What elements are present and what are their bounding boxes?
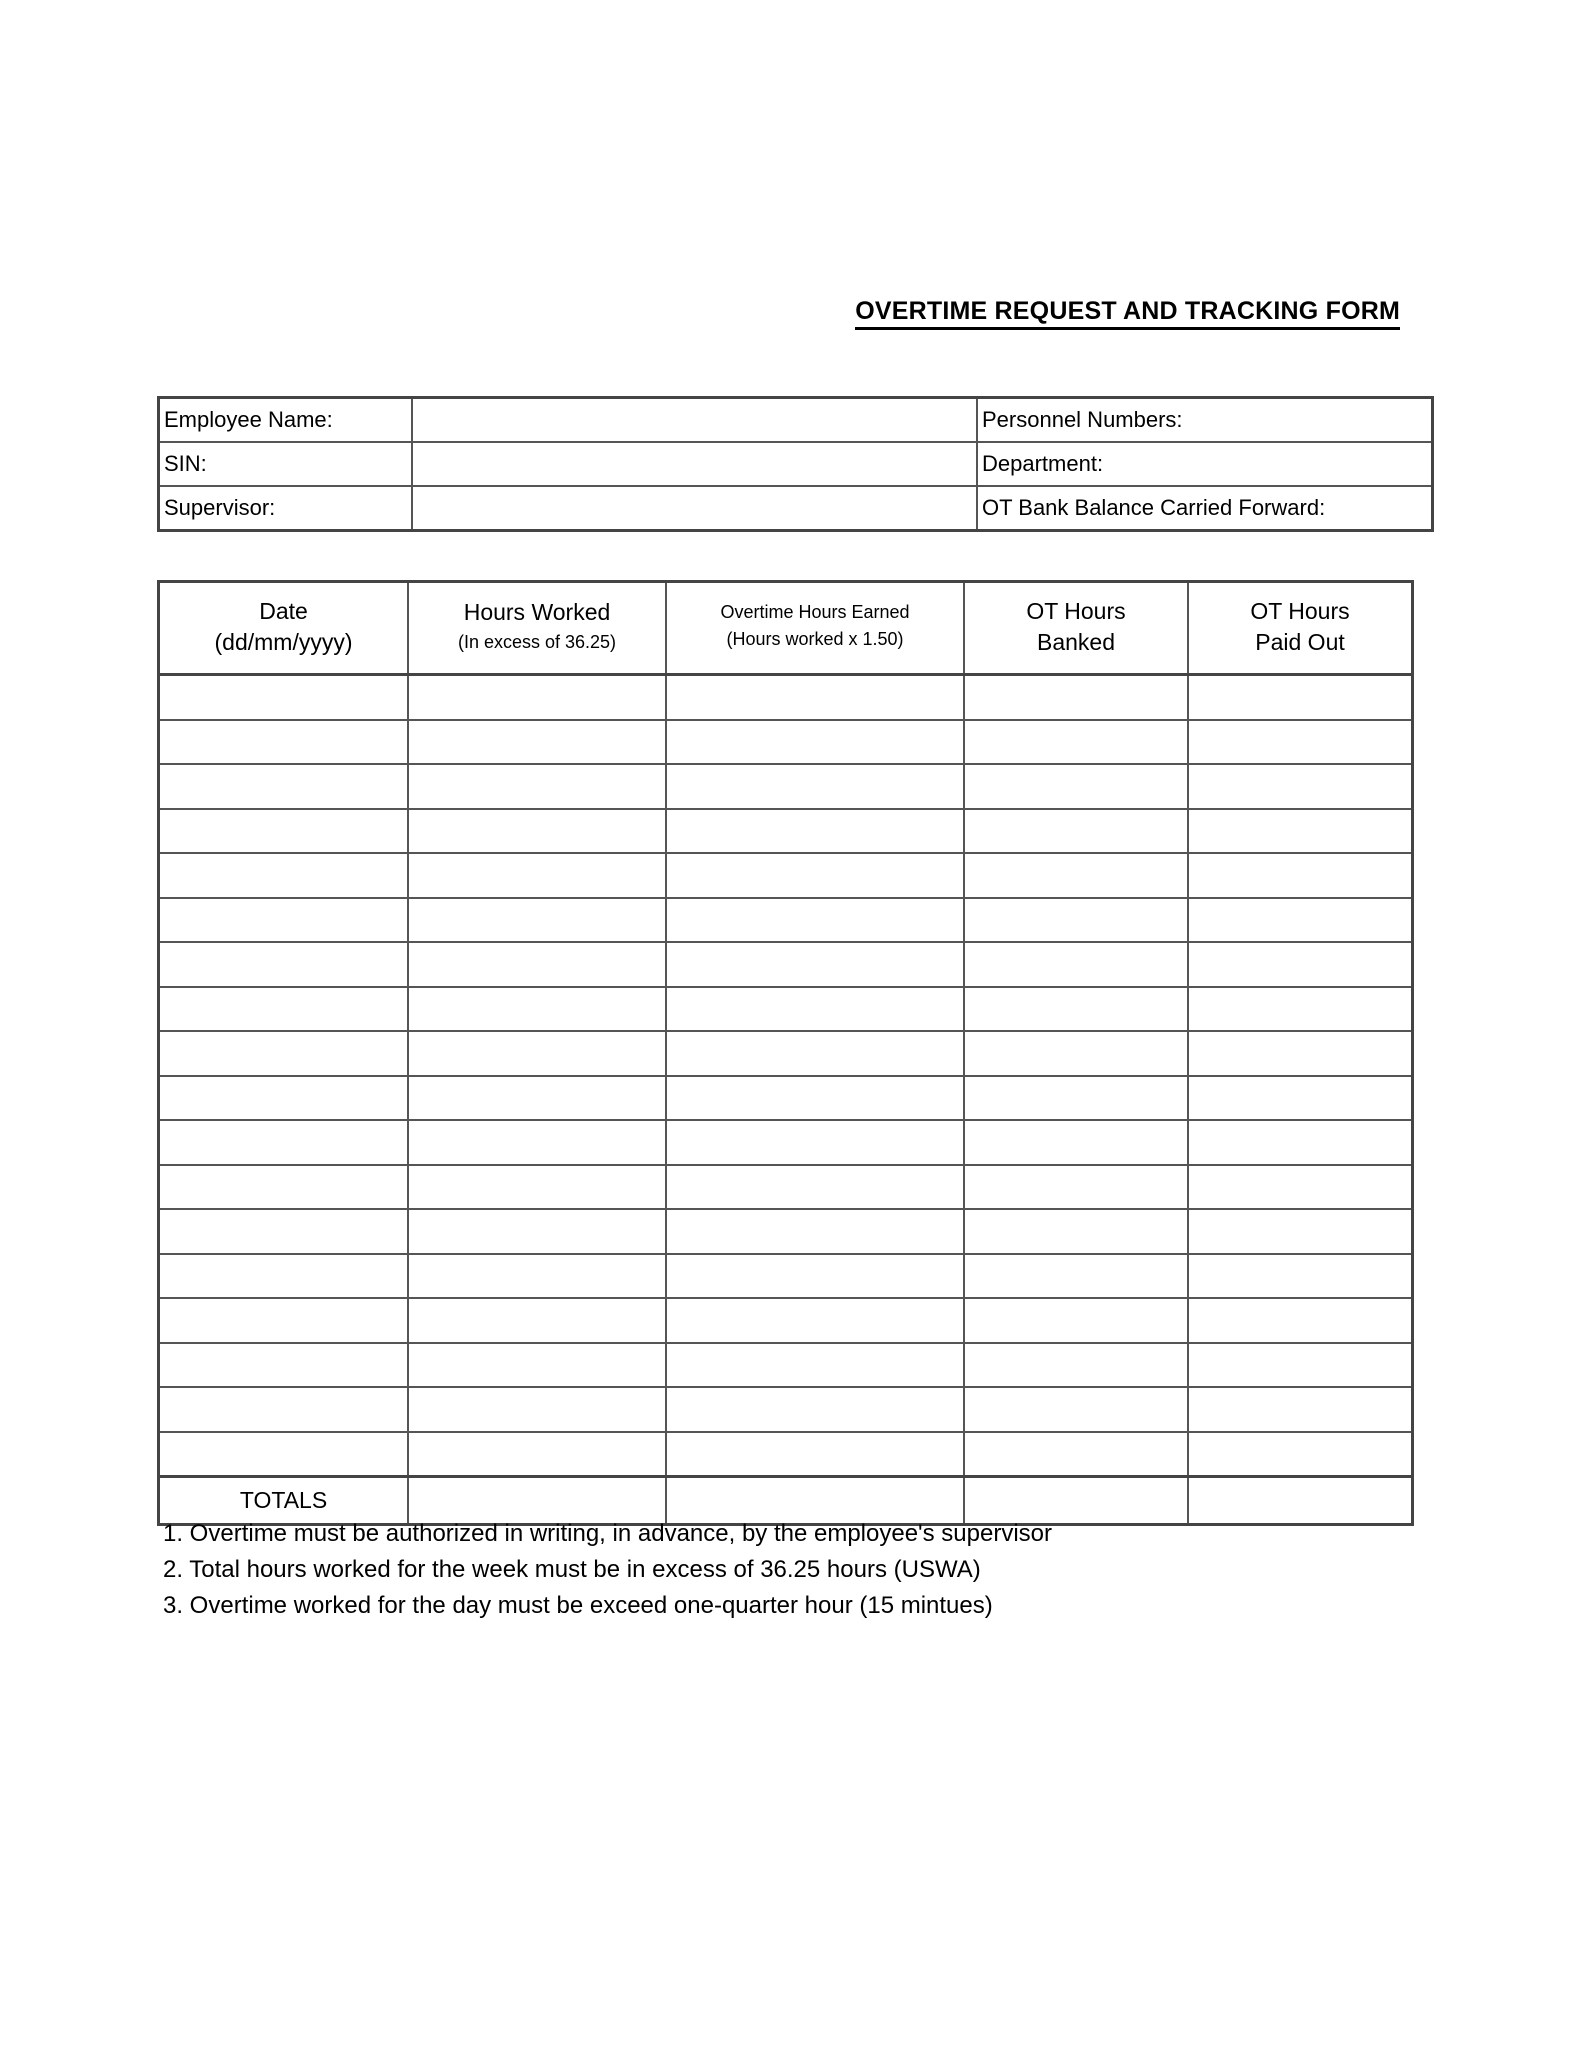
entry-cell-ot-hours-banked[interactable]: [964, 1076, 1188, 1121]
entry-cell-hours-worked[interactable]: [408, 942, 666, 987]
entry-cell-hours-worked[interactable]: [408, 1209, 666, 1254]
entry-cell-date[interactable]: [159, 987, 409, 1032]
employee-name-label: Employee Name:: [159, 398, 413, 443]
entry-cell-ot-hours-paid-out[interactable]: [1188, 720, 1413, 765]
entry-cell-overtime-hours-earned[interactable]: [666, 1298, 964, 1343]
entry-cell-ot-hours-paid-out[interactable]: [1188, 1209, 1413, 1254]
table-header-row: [159, 582, 1413, 675]
entry-cell-hours-worked[interactable]: [408, 1120, 666, 1165]
table-row: [159, 1343, 1413, 1388]
entry-cell-date[interactable]: [159, 898, 409, 943]
entry-cell-ot-hours-paid-out[interactable]: [1188, 1031, 1413, 1076]
entry-cell-date[interactable]: [159, 1076, 409, 1121]
overtime-tracking-table: [157, 580, 1414, 1526]
entry-cell-overtime-hours-earned[interactable]: [666, 1387, 964, 1432]
column-header-date-line2: (dd/mm/yyyy): [214, 628, 353, 655]
table-row: [159, 942, 1413, 987]
tracking-table-body: [159, 675, 1413, 1477]
table-row: [159, 1165, 1413, 1210]
table-row: [159, 398, 1433, 443]
column-header-ot-hours-banked: [964, 582, 1188, 675]
form-notes-list: [163, 1518, 1413, 1626]
entry-cell-ot-hours-paid-out[interactable]: [1188, 1076, 1413, 1121]
entry-cell-overtime-hours-earned[interactable]: [666, 764, 964, 809]
table-row: [159, 675, 1413, 720]
entry-cell-ot-hours-paid-out[interactable]: [1188, 987, 1413, 1032]
tracking-table-header: [159, 582, 1413, 675]
entry-cell-ot-hours-paid-out[interactable]: [1188, 1165, 1413, 1210]
entry-cell-ot-hours-banked[interactable]: [964, 764, 1188, 809]
entry-cell-ot-hours-paid-out[interactable]: [1188, 764, 1413, 809]
column-header-overtime-hours-earned: [666, 582, 964, 675]
table-row: [159, 898, 1413, 943]
entry-cell-date[interactable]: [159, 1432, 409, 1477]
supervisor-field[interactable]: [412, 486, 977, 531]
table-row: [159, 1209, 1413, 1254]
entry-cell-date[interactable]: [159, 809, 409, 854]
entry-cell-hours-worked[interactable]: [408, 1076, 666, 1121]
column-header-ot-hours-banked-line2: Banked: [1036, 628, 1115, 655]
totals-label: TOTALS: [159, 1477, 409, 1525]
entry-cell-ot-hours-banked[interactable]: [964, 1254, 1188, 1299]
entry-cell-ot-hours-paid-out[interactable]: [1188, 1254, 1413, 1299]
entry-cell-ot-hours-banked[interactable]: [964, 1387, 1188, 1432]
entry-cell-ot-hours-paid-out[interactable]: [1188, 853, 1413, 898]
entry-cell-overtime-hours-earned[interactable]: [666, 1165, 964, 1210]
table-row: [159, 1120, 1413, 1165]
entry-cell-hours-worked[interactable]: [408, 764, 666, 809]
entry-cell-ot-hours-banked[interactable]: [964, 942, 1188, 987]
department-label: Department:: [977, 442, 1433, 486]
entry-cell-ot-hours-paid-out[interactable]: [1188, 942, 1413, 987]
entry-cell-hours-worked[interactable]: [408, 1254, 666, 1299]
entry-cell-ot-hours-paid-out[interactable]: [1188, 1343, 1413, 1388]
entry-cell-overtime-hours-earned[interactable]: [666, 853, 964, 898]
column-header-hours-worked: [408, 582, 666, 675]
entry-cell-ot-hours-banked[interactable]: [964, 898, 1188, 943]
table-row: [159, 486, 1433, 531]
supervisor-label: Supervisor:: [159, 486, 413, 531]
employee-info-table: [157, 396, 1434, 532]
entry-cell-overtime-hours-earned[interactable]: [666, 942, 964, 987]
entry-cell-hours-worked[interactable]: [408, 1165, 666, 1210]
form-note-2: 2. Total hours worked for the week must be in excess of 36.25 hours (USWA): [163, 1555, 981, 1583]
table-row: [159, 1387, 1413, 1432]
table-row: [159, 720, 1413, 765]
entry-cell-date[interactable]: [159, 853, 409, 898]
entry-cell-ot-hours-paid-out[interactable]: [1188, 1432, 1413, 1477]
entry-cell-date[interactable]: [159, 1343, 409, 1388]
entry-cell-hours-worked[interactable]: [408, 1343, 666, 1388]
form-note-1: 1. Overtime must be authorized in writing, in advance, by the employee's supervisor: [163, 1520, 1053, 1547]
entry-cell-overtime-hours-earned[interactable]: [666, 1343, 964, 1388]
column-header-overtime-hours-earned-line2: (Hours worked x 1.50): [726, 628, 904, 649]
entry-cell-ot-hours-banked[interactable]: [964, 1298, 1188, 1343]
entry-cell-ot-hours-banked[interactable]: [964, 720, 1188, 765]
employee-name-field[interactable]: [412, 398, 977, 443]
table-row: [159, 987, 1413, 1032]
entry-cell-hours-worked[interactable]: [408, 720, 666, 765]
entry-cell-overtime-hours-earned[interactable]: [666, 1031, 964, 1076]
entry-cell-ot-hours-paid-out[interactable]: [1188, 1387, 1413, 1432]
column-header-date-line1: Date: [259, 597, 308, 624]
entry-cell-hours-worked[interactable]: [408, 675, 666, 720]
personnel-numbers-label: Personnel Numbers:: [977, 398, 1433, 443]
entry-cell-date[interactable]: [159, 942, 409, 987]
entry-cell-overtime-hours-earned[interactable]: [666, 1209, 964, 1254]
entry-cell-overtime-hours-earned[interactable]: [666, 1254, 964, 1299]
entry-cell-hours-worked[interactable]: [408, 1031, 666, 1076]
entry-cell-date[interactable]: [159, 1209, 409, 1254]
entry-cell-ot-hours-banked[interactable]: [964, 1343, 1188, 1388]
entry-cell-ot-hours-banked[interactable]: [964, 1165, 1188, 1210]
entry-cell-ot-hours-paid-out[interactable]: [1188, 898, 1413, 943]
table-row: [159, 809, 1413, 854]
sin-field[interactable]: [412, 442, 977, 486]
entry-cell-ot-hours-banked[interactable]: [964, 809, 1188, 854]
column-header-ot-hours-paid-out-line1: OT Hours: [1250, 597, 1350, 624]
entry-cell-date[interactable]: [159, 1165, 409, 1210]
entry-cell-date[interactable]: [159, 764, 409, 809]
entry-cell-hours-worked[interactable]: [408, 898, 666, 943]
entry-cell-overtime-hours-earned[interactable]: [666, 720, 964, 765]
column-header-hours-worked-line2: (In excess of 36.25): [457, 631, 617, 652]
table-row: [159, 1076, 1413, 1121]
entry-cell-date[interactable]: [159, 1254, 409, 1299]
entry-cell-hours-worked[interactable]: [408, 853, 666, 898]
entry-cell-hours-worked[interactable]: [408, 809, 666, 854]
entry-cell-ot-hours-paid-out[interactable]: [1188, 1298, 1413, 1343]
column-header-hours-worked-line1: Hours Worked: [463, 598, 611, 625]
entry-cell-ot-hours-paid-out[interactable]: [1188, 1120, 1413, 1165]
table-row: [159, 1432, 1413, 1477]
entry-cell-ot-hours-banked[interactable]: [964, 1432, 1188, 1477]
entry-cell-date[interactable]: [159, 1031, 409, 1076]
column-header-overtime-hours-earned-line1: Overtime Hours Earned: [720, 601, 910, 622]
employee-info-body: [159, 398, 1433, 531]
entry-cell-ot-hours-banked[interactable]: [964, 1031, 1188, 1076]
column-header-date: [159, 582, 409, 675]
column-header-ot-hours-paid-out: [1188, 582, 1413, 675]
entry-cell-hours-worked[interactable]: [408, 1387, 666, 1432]
entry-cell-ot-hours-banked[interactable]: [964, 1120, 1188, 1165]
table-row: [159, 853, 1413, 898]
entry-cell-overtime-hours-earned[interactable]: [666, 1432, 964, 1477]
entry-cell-ot-hours-banked[interactable]: [964, 675, 1188, 720]
ot-bank-balance-label: OT Bank Balance Carried Forward:: [977, 486, 1433, 531]
table-row: [159, 1254, 1413, 1299]
column-header-ot-hours-paid-out-line2: Paid Out: [1255, 628, 1345, 655]
table-row: [159, 1031, 1413, 1076]
entry-cell-ot-hours-banked[interactable]: [964, 853, 1188, 898]
entry-cell-hours-worked[interactable]: [408, 1298, 666, 1343]
entry-cell-hours-worked[interactable]: [408, 987, 666, 1032]
entry-cell-date[interactable]: [159, 1120, 409, 1165]
page-title-container: [0, 296, 1400, 330]
form-note-3: 3. Overtime worked for the day must be exceed one-quarter hour (15 mintues): [163, 1591, 993, 1619]
entry-cell-date[interactable]: [159, 1298, 409, 1343]
entry-cell-date[interactable]: [159, 1387, 409, 1432]
entry-cell-overtime-hours-earned[interactable]: [666, 675, 964, 720]
entry-cell-ot-hours-paid-out[interactable]: [1188, 809, 1413, 854]
entry-cell-overtime-hours-earned[interactable]: [666, 987, 964, 1032]
entry-cell-date[interactable]: [159, 675, 409, 720]
sin-label: SIN:: [159, 442, 413, 486]
column-header-ot-hours-banked-line1: OT Hours: [1026, 597, 1126, 624]
table-row: [159, 1298, 1413, 1343]
entry-cell-overtime-hours-earned[interactable]: [666, 809, 964, 854]
entry-cell-overtime-hours-earned[interactable]: [666, 1120, 964, 1165]
entry-cell-ot-hours-banked[interactable]: [964, 1209, 1188, 1254]
entry-cell-overtime-hours-earned[interactable]: [666, 898, 964, 943]
entry-cell-overtime-hours-earned[interactable]: [666, 1076, 964, 1121]
entry-cell-ot-hours-banked[interactable]: [964, 987, 1188, 1032]
page-title: OVERTIME REQUEST AND TRACKING FORM: [855, 296, 1400, 330]
table-row: [159, 442, 1433, 486]
entry-cell-hours-worked[interactable]: [408, 1432, 666, 1477]
table-row: [159, 764, 1413, 809]
entry-cell-date[interactable]: [159, 720, 409, 765]
entry-cell-ot-hours-paid-out[interactable]: [1188, 675, 1413, 720]
